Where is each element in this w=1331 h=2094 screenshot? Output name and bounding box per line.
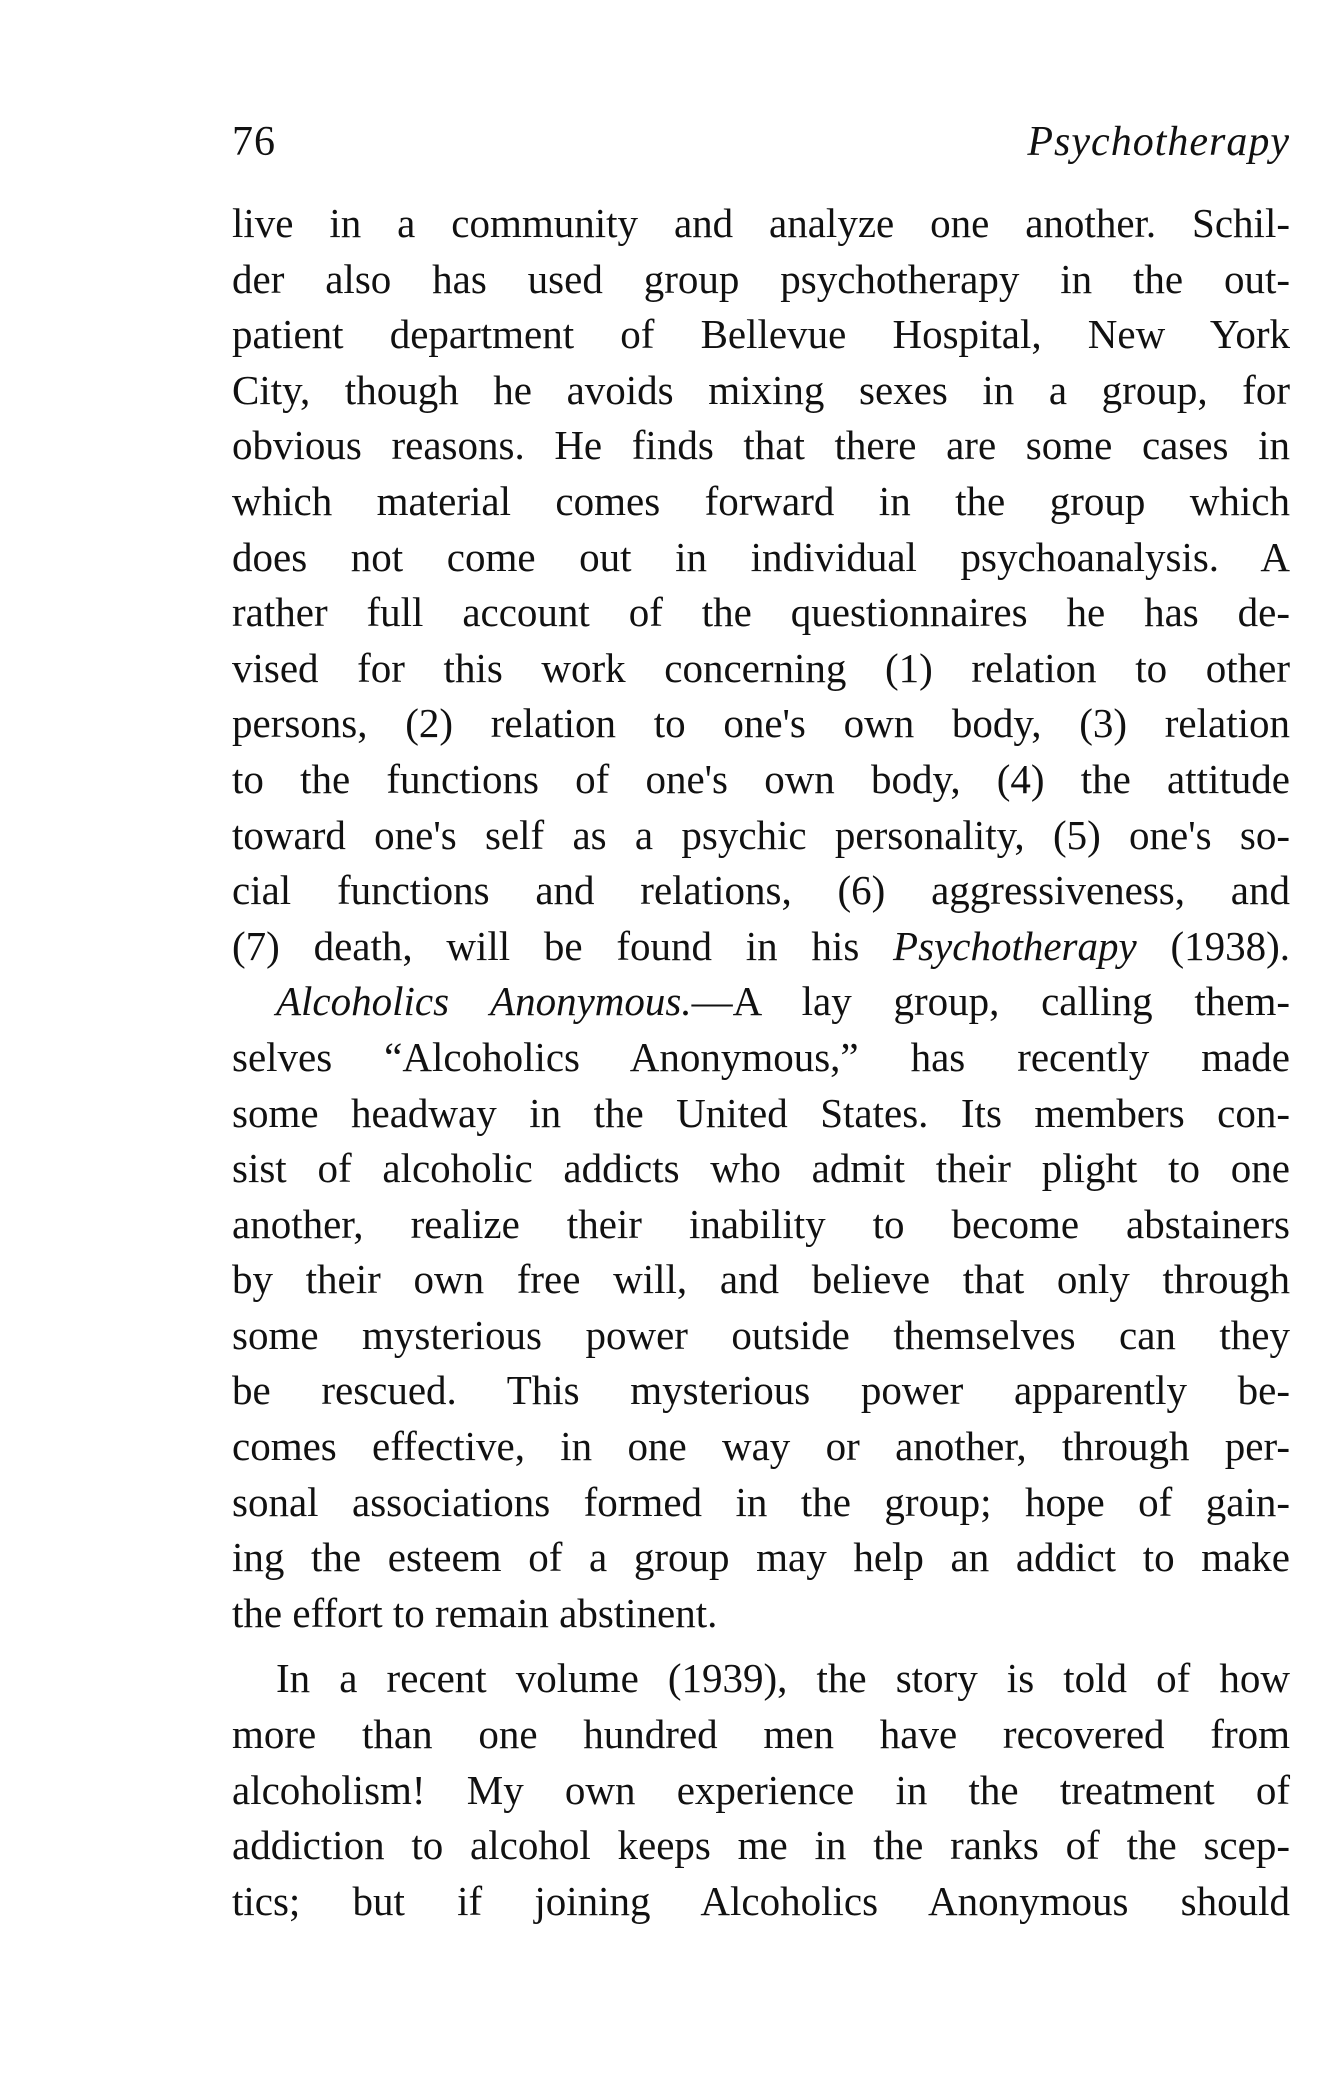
text-line-with-title	[232, 919, 1290, 975]
text-line: comes effective, in one way or another, through per-	[232, 1423, 1290, 1470]
text-segment: (1938).	[1136, 922, 1291, 969]
page-number: 76	[232, 119, 276, 165]
text-line: sist of alcoholic addicts who admit their plight to one	[232, 1145, 1290, 1192]
page-header	[232, 118, 1290, 178]
text-line: tics; but if joining Alcoholics Anonymous should	[232, 1877, 1290, 1924]
text-line: some headway in the United States. Its members con-	[232, 1089, 1290, 1136]
text-line: sonal associations formed in the group; hope of gain-	[232, 1478, 1290, 1525]
text-line: selves “Alcoholics Anonymous,” has recently made	[232, 1033, 1290, 1080]
text-segment: —A lay group, calling them-	[691, 978, 1291, 1025]
body-text	[232, 196, 1290, 1929]
text-line: to the functions of one's own body, (4) the attitude	[232, 755, 1290, 802]
text-line: the effort to remain abstinent.	[232, 1589, 718, 1636]
text-line: rather full account of the questionnaires he has de-	[232, 589, 1290, 636]
running-title: Psychotherapy	[1027, 119, 1290, 165]
section-run-in-heading: Alcoholics Anonymous.	[276, 978, 692, 1025]
text-line: by their own free will, and believe that only through	[232, 1256, 1290, 1303]
text-line: alcoholism! My own experience in the treatment of	[232, 1766, 1290, 1813]
text-line: be rescued. This mysterious power apparently be-	[232, 1367, 1290, 1414]
paragraph-spacer	[232, 1641, 1290, 1651]
text-line: persons, (2) relation to one's own body, (3) relation	[232, 700, 1290, 747]
text-line: City, though he avoids mixing sexes in a group, for	[232, 366, 1290, 413]
paragraph-group-therapy	[232, 196, 1290, 974]
paragraph-recent-volume	[232, 1651, 1290, 1929]
book-title: Psychotherapy	[893, 922, 1137, 969]
text-line: toward one's self as a psychic personality, (5) one's so-	[232, 811, 1290, 858]
text-line: cial functions and relations, (6) aggressiveness, and	[232, 867, 1290, 914]
text-line: which material comes forward in the group which	[232, 477, 1290, 524]
text-line: vised for this work concerning (1) relation to other	[232, 644, 1290, 691]
text-line: does not come out in individual psychoanalysis. A	[232, 533, 1290, 580]
text-line: live in a community and analyze one another. Schil-	[232, 200, 1290, 246]
text-line: patient department of Bellevue Hospital, New York	[232, 311, 1290, 358]
paragraph-alcoholics-anonymous	[232, 974, 1290, 1641]
text-line: ing the esteem of a group may help an addict to make	[232, 1534, 1290, 1581]
text-line: some mysterious power outside themselves can they	[232, 1311, 1290, 1358]
text-line: addiction to alcohol keeps me in the ranks of the scep-	[232, 1822, 1290, 1869]
text-line: der also has used group psychotherapy in the out-	[232, 255, 1290, 302]
text-line-with-heading	[232, 974, 1290, 1030]
text-segment: (7) death, will be found in his	[232, 922, 894, 969]
text-line: In a recent volume (1939), the story is told of how	[276, 1655, 1290, 1702]
text-line: another, realize their inability to become abstainers	[232, 1200, 1290, 1247]
text-line: more than one hundred men have recovered from	[232, 1711, 1290, 1758]
text-line: obvious reasons. He finds that there are some cases in	[232, 422, 1290, 469]
